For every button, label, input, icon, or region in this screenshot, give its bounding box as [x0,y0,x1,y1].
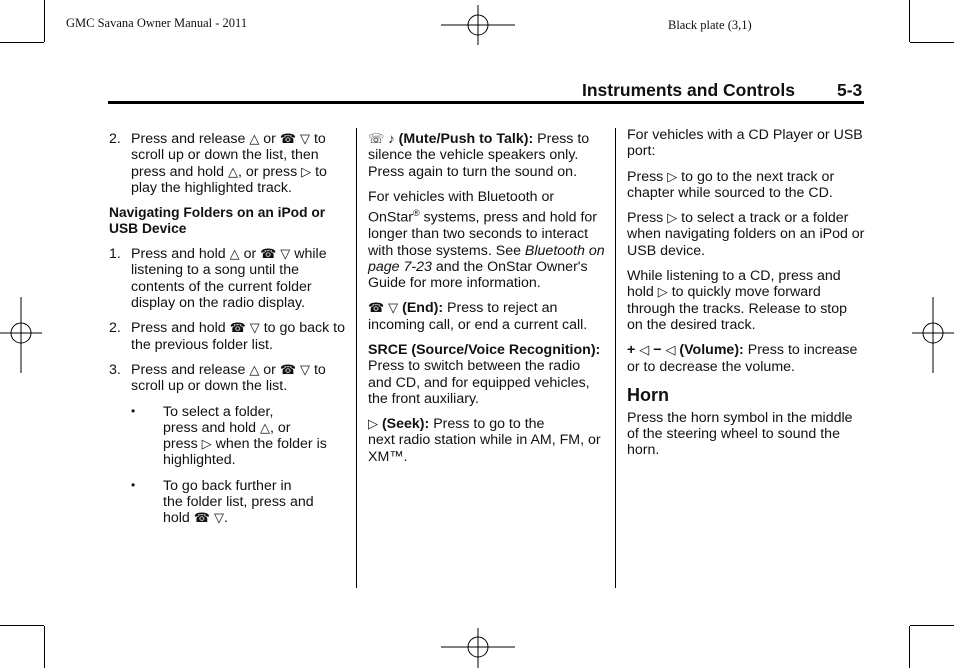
voice-recognition-icon: ♪ [388,131,395,146]
seek-arrow-icon: ▷ [657,284,668,300]
registration-mark-bottom [441,628,515,668]
volume-paragraph: + ◁ − ◁ (Volume): Press to increase or to decrease the volume. [627,342,858,375]
column-divider [615,128,616,588]
header-rule [108,101,864,104]
down-triangle-icon: ▽ [300,131,310,146]
crop-mark [910,42,954,43]
phone-handset-icon: ☎ [368,300,385,316]
bluetooth-paragraph: For vehicles with Bluetooth or OnStar® systems, press and hold for longer than two seconds to interact with those systems. See Bluetooth on page 7-23 and the OnStar Owner's Guide for more information. [368,188,605,292]
phone-handset-icon: ☎ [260,246,277,262]
list-item: 2. Press and hold ☎ ▽ to go back to the previous folder list. [109,320,345,353]
list-item: 1. Press and hold △ or ☎ ▽ while listening to a song until the contents of the current folder display on the radio display. [109,246,327,312]
horn-paragraph: Press the horn symbol in the middle of the steering wheel to sound the horn. [627,409,853,459]
seek-arrow-icon: ▷ [301,163,312,179]
crop-mark [910,625,954,626]
bluetooth-link[interactable]: Bluetooth on page 7-23 [368,242,605,275]
registration-mark-left [0,297,42,373]
up-triangle-icon: △ [249,361,260,377]
volume-speaker-icon: ◁ [665,342,676,358]
crop-mark [0,42,44,43]
section-title: Instruments and Controls [582,80,795,100]
crop-mark [44,0,45,42]
seek-paragraph: ▷ (Seek): Press to go to the next radio station while in AM, FM, or XM™. [368,416,601,465]
plate-label: Black plate (3,1) [668,18,752,32]
phone-handset-icon: ☏ [368,131,385,146]
down-triangle-icon: ▽ [388,300,399,316]
crop-mark [909,626,910,668]
crop-mark [909,0,910,42]
column-divider [356,128,357,588]
down-triangle-icon: ▽ [249,320,260,336]
seek-arrow-icon: ▷ [201,436,212,452]
list-item: 3. Press and release △ or ☎ ▽ to scroll up or down the list. [109,361,326,395]
phone-handset-icon: ☎ [279,361,297,377]
up-triangle-icon: △ [260,419,271,435]
registration-mark-top [441,5,515,45]
volume-speaker-icon: ◁ [639,342,650,358]
cd-paragraph: Press ▷ to go to the next track or chapter while sourced to the CD. [627,168,835,201]
up-triangle-icon: △ [229,246,240,262]
manual-title: GMC Savana Owner Manual - 2011 [66,16,248,30]
list-item: 2. Press and release △ or ☎ ▽ to scroll up or down the list, then press and hold △, or press ▷ to play the highlighted track. [109,131,327,196]
phone-handset-icon: ☎ [229,320,246,336]
column-1 [109,131,349,536]
down-triangle-icon: ▽ [300,361,310,377]
column-3 [627,127,865,468]
seek-arrow-icon: ▷ [667,210,678,226]
crop-mark [0,625,44,626]
subheading: Navigating Folders on an iPod or USB Device [109,205,326,237]
down-triangle-icon: ▽ [213,510,224,526]
crop-mark [44,626,45,668]
end-paragraph: ☎ ▽ (End): Press to reject an incoming call, or end a current call. [368,300,588,333]
cd-paragraph: Press ▷ to select a track or a folder when navigating folders on an iPod or USB device. [627,210,865,259]
bullet-item: • To go back further in the folder list, press and hold ☎ ▽. [131,477,314,527]
up-triangle-icon: △ [228,163,239,179]
phone-handset-icon: ☎ [193,510,210,526]
source-paragraph: SRCE (Source/Voice Recognition): Press to switch between the radio and CD, and for equipped vehicles, the front auxiliary. [368,342,601,407]
seek-arrow-icon: ▷ [368,416,378,432]
up-triangle-icon: △ [249,131,260,146]
cd-intro: For vehicles with a CD Player or USB port: [627,127,863,160]
registration-mark-right [912,297,954,373]
column-2 [368,131,606,474]
bullet-item: • To select a folder, press and hold △, or press ▷ when the folder is highlighted. [131,403,327,469]
mute-paragraph: ☏ ♪ (Mute/Push to Talk): Press to silence the vehicle speakers only. Press again to turn the sound on. [368,131,590,180]
page-number: 5-3 [837,80,863,100]
horn-heading: Horn [627,384,669,405]
seek-arrow-icon: ▷ [667,168,678,184]
phone-handset-icon: ☎ [279,131,297,146]
down-triangle-icon: ▽ [280,246,291,262]
cd-paragraph: While listening to a CD, press and hold ▷ to quickly move forward through the tracks. Release to stop on the desired track. [627,268,848,333]
